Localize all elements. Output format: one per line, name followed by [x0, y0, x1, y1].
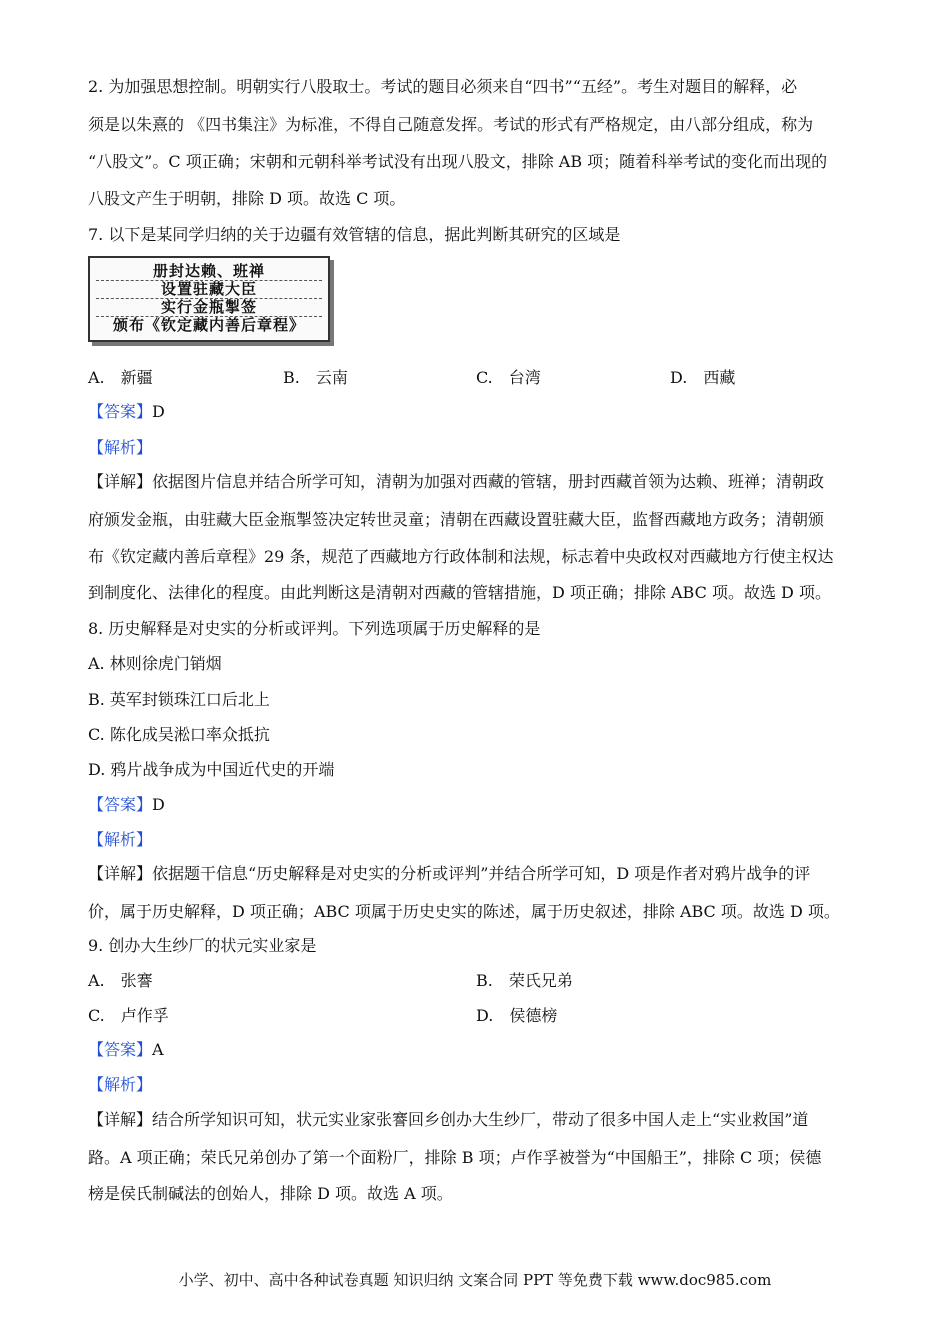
q8-analysis-tag: 【解析】: [88, 830, 153, 849]
q7-stem: 7. 以下是某同学归纳的关于边疆有效管辖的信息，据此判断其研究的区域是: [88, 225, 621, 244]
q7-figure-line: 实行金瓶掣签: [96, 298, 322, 317]
q9-detail-line: 榜是侯氏制碱法的创始人，排除 D 项。故选 A 项。: [88, 1184, 453, 1203]
q8-option-d: D. 鸦片战争成为中国近代史的开端: [88, 760, 335, 779]
answer-tag: 【答案】: [88, 795, 153, 814]
q2-explanation-line: 须是以朱熹的 《四书集注》为标准，不得自己随意发挥。考试的形式有严格规定，由八部分组成，称为: [88, 115, 814, 134]
detail-text: 依据题干信息“历史解释是对史实的分析或评判”并结合所学可知，D 项是作者对鸦片战争的评: [152, 864, 811, 883]
answer-value: D: [152, 402, 165, 421]
q7-figure-line: 设置驻藏大臣: [96, 280, 322, 299]
q2-explanation-line: 八股文产生于明朝，排除 D 项。故选 C 项。: [88, 189, 406, 208]
q8-stem: 8. 历史解释是对史实的分析或评判。下列选项属于历史解释的是: [88, 619, 541, 638]
q7-detail-line: 府颁发金瓶，由驻藏大臣金瓶掣签决定转世灵童；清朝在西藏设置驻藏大臣，监督西藏地方政务；清朝颁: [88, 510, 825, 529]
q7-detail-line: [88, 472, 868, 492]
q7-answer: [88, 402, 868, 422]
q8-detail-line: [88, 864, 868, 884]
q9-option-c: C. 卢作孚: [88, 1006, 169, 1025]
q8-option-a: A. 林则徐虎门销烟: [88, 654, 222, 673]
q7-detail-line: 布《钦定藏内善后章程》29 条，规范了西藏地方行政体制和法规，标志着中央政权对西藏地方行使主权达: [88, 547, 834, 566]
q7-option-a: A. 新疆: [88, 368, 153, 387]
q7-analysis-tag: 【解析】: [88, 438, 153, 457]
q7-figure-line: 颁布《钦定藏内善后章程》: [112, 316, 305, 334]
q7-option-d: D. 西藏: [670, 368, 736, 387]
q7-option-b: B. 云南: [283, 368, 348, 387]
q9-answer: [88, 1040, 868, 1060]
q7-figure-line: 册封达赖、班禅: [96, 262, 322, 281]
q9-option-a: A. 张謇: [88, 971, 153, 990]
q9-detail-line: 路。A 项正确；荣氏兄弟创办了第一个面粉厂，排除 B 项；卢作孚被誉为“中国船王”，排除 C 项；侯德: [88, 1148, 822, 1167]
detail-tag: 【详解】: [88, 472, 153, 491]
q7-figure-card: [88, 256, 330, 342]
q9-detail-line: [88, 1110, 868, 1130]
q8-option-c: C. 陈化成吴淞口率众抵抗: [88, 725, 270, 744]
q9-stem: 9. 创办大生纱厂的状元实业家是: [88, 936, 317, 955]
q7-detail-line: 到制度化、法律化的程度。由此判断这是清朝对西藏的管辖措施，D 项正确；排除 ABC 项。故选 D 项。: [88, 583, 831, 602]
detail-tag: 【详解】: [88, 1110, 153, 1129]
answer-value: A: [152, 1040, 164, 1059]
answer-tag: 【答案】: [88, 1040, 153, 1059]
q8-option-b: B. 英军封锁珠江口后北上: [88, 690, 270, 709]
detail-text: 依据图片信息并结合所学可知，清朝为加强对西藏的管辖，册封西藏首领为达赖、班禅；清朝政: [152, 472, 825, 491]
answer-tag: 【答案】: [88, 402, 153, 421]
q7-figure: [88, 256, 333, 344]
q2-explanation-line: “八股文”。C 项正确；宋朝和元朝科举考试没有出现八股文，排除 AB 项；随着科举考试的变化而出现的: [88, 152, 828, 171]
q7-option-c: C. 台湾: [476, 368, 541, 387]
detail-text: 结合所学知识可知，状元实业家张謇回乡创办大生纱厂，带动了很多中国人走上“实业救国”道: [152, 1110, 809, 1129]
detail-tag: 【详解】: [88, 864, 153, 883]
q8-detail-line: 价，属于历史解释，D 项正确；ABC 项属于历史史实的陈述，属于历史叙述，排除 ABC 项。故选 D 项。: [88, 902, 840, 921]
q2-explanation-line: 2. 为加强思想控制。明朝实行八股取士。考试的题目必须来自“四书”“五经”。考生对题目的解释，必: [88, 77, 798, 96]
q9-analysis-tag: 【解析】: [88, 1075, 153, 1094]
page-footer: 小学、初中、高中各种试卷真题 知识归纳 文案合同 PPT 等免费下载 www.doc985.com: [178, 1271, 772, 1289]
q9-option-d: D. 侯德榜: [476, 1006, 558, 1025]
q9-option-b: B. 荣氏兄弟: [476, 971, 573, 990]
q8-answer: [88, 795, 868, 815]
answer-value: D: [152, 795, 165, 814]
